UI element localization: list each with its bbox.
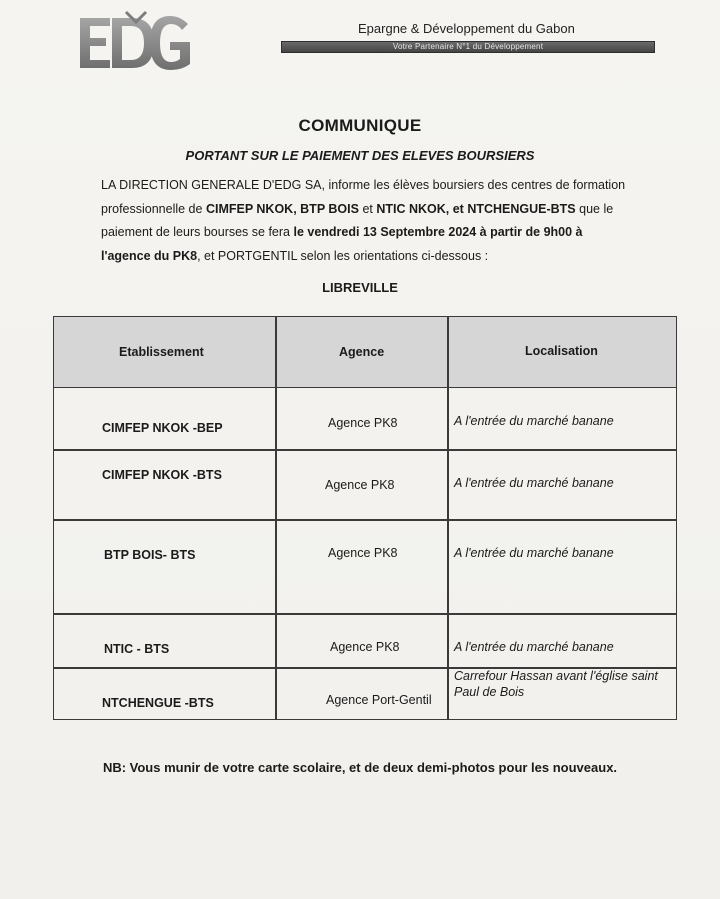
page-title: COMMUNIQUE xyxy=(298,116,422,135)
intro-text: que le paiement de leurs bourses se fera xyxy=(101,201,614,239)
table-cell-localisation: A l'entrée du marché banane xyxy=(454,476,614,490)
table-cell-etablissement: CIMFEP NKOK -BEP xyxy=(102,421,223,435)
table-cell-etablissement: CIMFEP NKOK -BTS xyxy=(102,468,222,482)
table-cell-etablissement: NTIC - BTS xyxy=(104,642,170,656)
column-divider xyxy=(275,317,277,719)
table-cell-localisation: A l'entrée du marché banane xyxy=(454,414,614,428)
table-cell-localisation: A l'entrée du marché banane xyxy=(454,640,614,654)
column-divider xyxy=(447,317,449,719)
table-cell-agence: Agence PK8 xyxy=(330,640,400,654)
intro-text: et xyxy=(358,201,377,216)
column-header: Etablissement xyxy=(119,345,204,359)
table-cell-agence: Agence PK8 xyxy=(325,478,395,492)
intro-bold-centers: NTIC NKOK, et NTCHENGUE-BTS xyxy=(376,201,576,216)
table-cell-localisation: Carrefour Hassan avant l'église saint Paul de Bois xyxy=(454,669,658,699)
intro-text: , et PORTGENTIL selon les orientations ci-dessous : xyxy=(197,248,489,263)
tagline-banner: Votre Partenaire N°1 du Développement xyxy=(281,41,655,53)
intro-paragraph xyxy=(101,174,627,268)
table-cell-agence: Agence Port-Gentil xyxy=(326,693,432,707)
row-divider xyxy=(54,449,676,451)
table-cell-etablissement: NTCHENGUE -BTS xyxy=(102,696,214,710)
row-divider xyxy=(54,613,676,615)
intro-text: LA DIRECTION GENERALE D'EDG SA, informe les élèves boursiers des centres de formation professionnelle de xyxy=(101,178,626,216)
column-header: Agence xyxy=(339,345,385,359)
table-cell-etablissement: BTP BOIS- BTS xyxy=(104,548,196,562)
note-text: NB: Vous munir de votre carte scolaire, et de deux demi-photos pour les nouveaux. xyxy=(102,760,618,775)
intro-bold-date: le vendredi 13 Septembre 2024 à partir de 9h00 à l'agence du PK8 xyxy=(101,225,583,263)
city-heading: LIBREVILLE xyxy=(322,280,398,295)
table-cell-localisation: A l'entrée du marché banane xyxy=(454,546,614,560)
table-cell-agence: Agence PK8 xyxy=(328,416,398,430)
row-divider xyxy=(54,519,676,521)
edg-logo xyxy=(76,10,192,72)
intro-bold-centers: CIMFEP NKOK, BTP BOIS xyxy=(205,201,359,216)
brand-name: Epargne & Développement du Gabon xyxy=(358,21,575,36)
page-subtitle: PORTANT SUR LE PAIEMENT DES ELEVES BOURSIERS xyxy=(185,148,535,163)
table-cell-agence: Agence PK8 xyxy=(328,546,398,560)
column-header: Localisation xyxy=(525,344,598,358)
payment-table xyxy=(53,316,677,720)
